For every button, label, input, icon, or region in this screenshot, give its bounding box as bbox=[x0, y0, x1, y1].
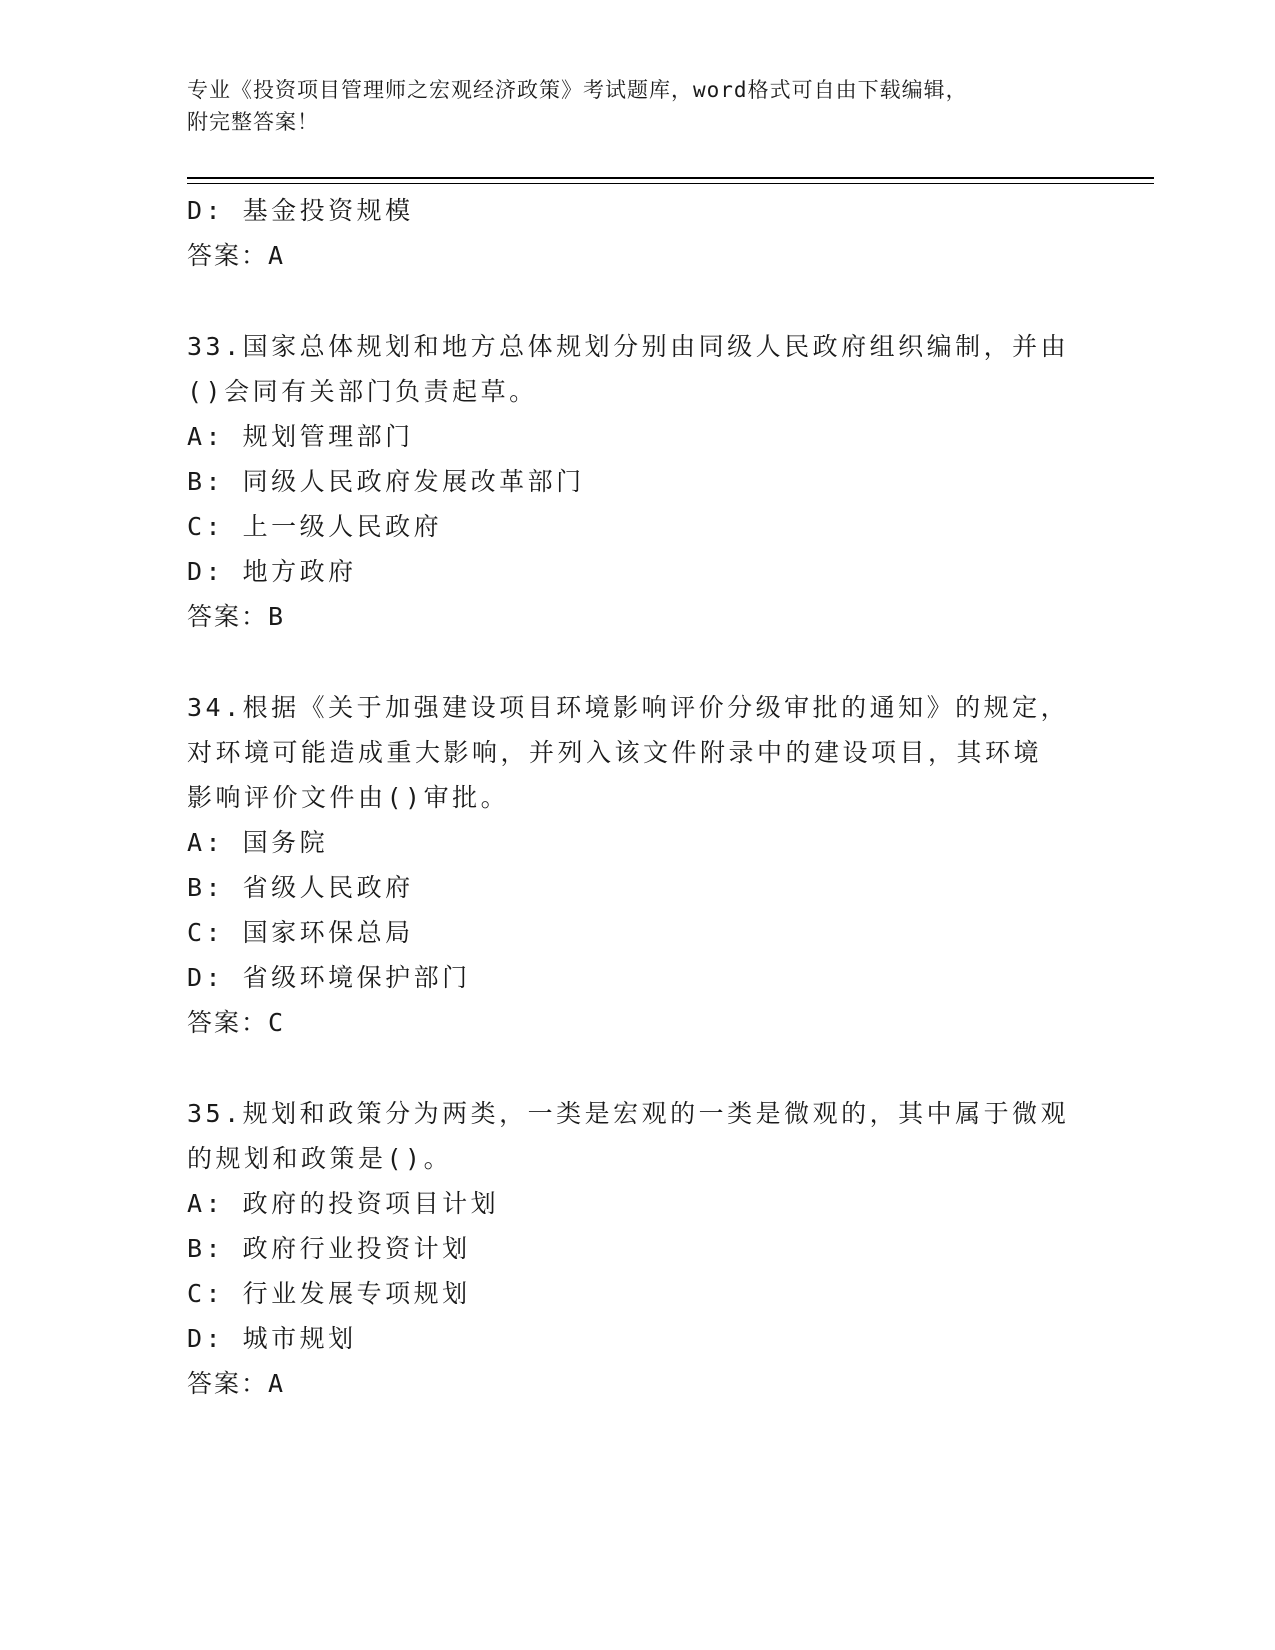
header-divider-thin bbox=[187, 183, 1154, 184]
option-c: C: 行业发展专项规划 bbox=[187, 1279, 471, 1308]
question-34 bbox=[187, 685, 1087, 1045]
answer-value: A bbox=[268, 1369, 286, 1398]
header-line-2: 附完整答案！ bbox=[187, 110, 319, 134]
option-a: A: 规划管理部门 bbox=[187, 422, 414, 451]
answer bbox=[187, 1000, 1087, 1045]
question-stem-line: 的规划和政策是()。 bbox=[187, 1144, 453, 1173]
option-d: D: 地方政府 bbox=[187, 557, 357, 586]
question-33 bbox=[187, 324, 1087, 639]
answer bbox=[187, 594, 1087, 639]
answer-label: 答案： bbox=[187, 1008, 269, 1037]
question-list bbox=[187, 188, 1087, 1406]
option-b: B: 政府行业投资计划 bbox=[187, 1234, 471, 1263]
question-stem-line: 影响评价文件由()审批。 bbox=[187, 783, 510, 812]
answer-value: C bbox=[268, 1008, 286, 1037]
question-stem-line: 对环境可能造成重大影响，并列入该文件附录中的建设项目，其环境 bbox=[187, 738, 1043, 767]
prev-option-d: D: 基金投资规模 bbox=[187, 196, 414, 225]
option-c: C: 上一级人民政府 bbox=[187, 512, 443, 541]
option-a: A: 政府的投资项目计划 bbox=[187, 1189, 500, 1218]
option-d: D: 城市规划 bbox=[187, 1324, 357, 1353]
option-b: B: 同级人民政府发展改革部门 bbox=[187, 467, 585, 496]
header-line-1: 专业《投资项目管理师之宏观经济政策》考试题库，word格式可自由下载编辑， bbox=[187, 78, 968, 102]
option-b: B: 省级人民政府 bbox=[187, 873, 414, 902]
document-header bbox=[187, 74, 1067, 138]
answer-label: 答案： bbox=[187, 602, 269, 631]
question-stem-line: ()会同有关部门负责起草。 bbox=[187, 377, 538, 406]
option-d: D: 省级环境保护部门 bbox=[187, 963, 471, 992]
question-35 bbox=[187, 1091, 1087, 1406]
header-divider-thick bbox=[187, 177, 1154, 179]
answer-value: A bbox=[268, 241, 286, 270]
option-c: C: 国家环保总局 bbox=[187, 918, 414, 947]
answer-label: 答案： bbox=[187, 1369, 269, 1398]
prev-answer bbox=[187, 233, 1087, 278]
question-stem-line: 35.规划和政策分为两类，一类是宏观的一类是微观的，其中属于微观 bbox=[187, 1099, 1070, 1128]
question-stem-line: 34.根据《关于加强建设项目环境影响评价分级审批的通知》的规定， bbox=[187, 693, 1070, 722]
answer-label: 答案： bbox=[187, 241, 269, 270]
answer-value: B bbox=[268, 602, 286, 631]
question-stem-line: 33.国家总体规划和地方总体规划分别由同级人民政府组织编制，并由 bbox=[187, 332, 1070, 361]
option-a: A: 国务院 bbox=[187, 828, 329, 857]
answer bbox=[187, 1361, 1087, 1406]
